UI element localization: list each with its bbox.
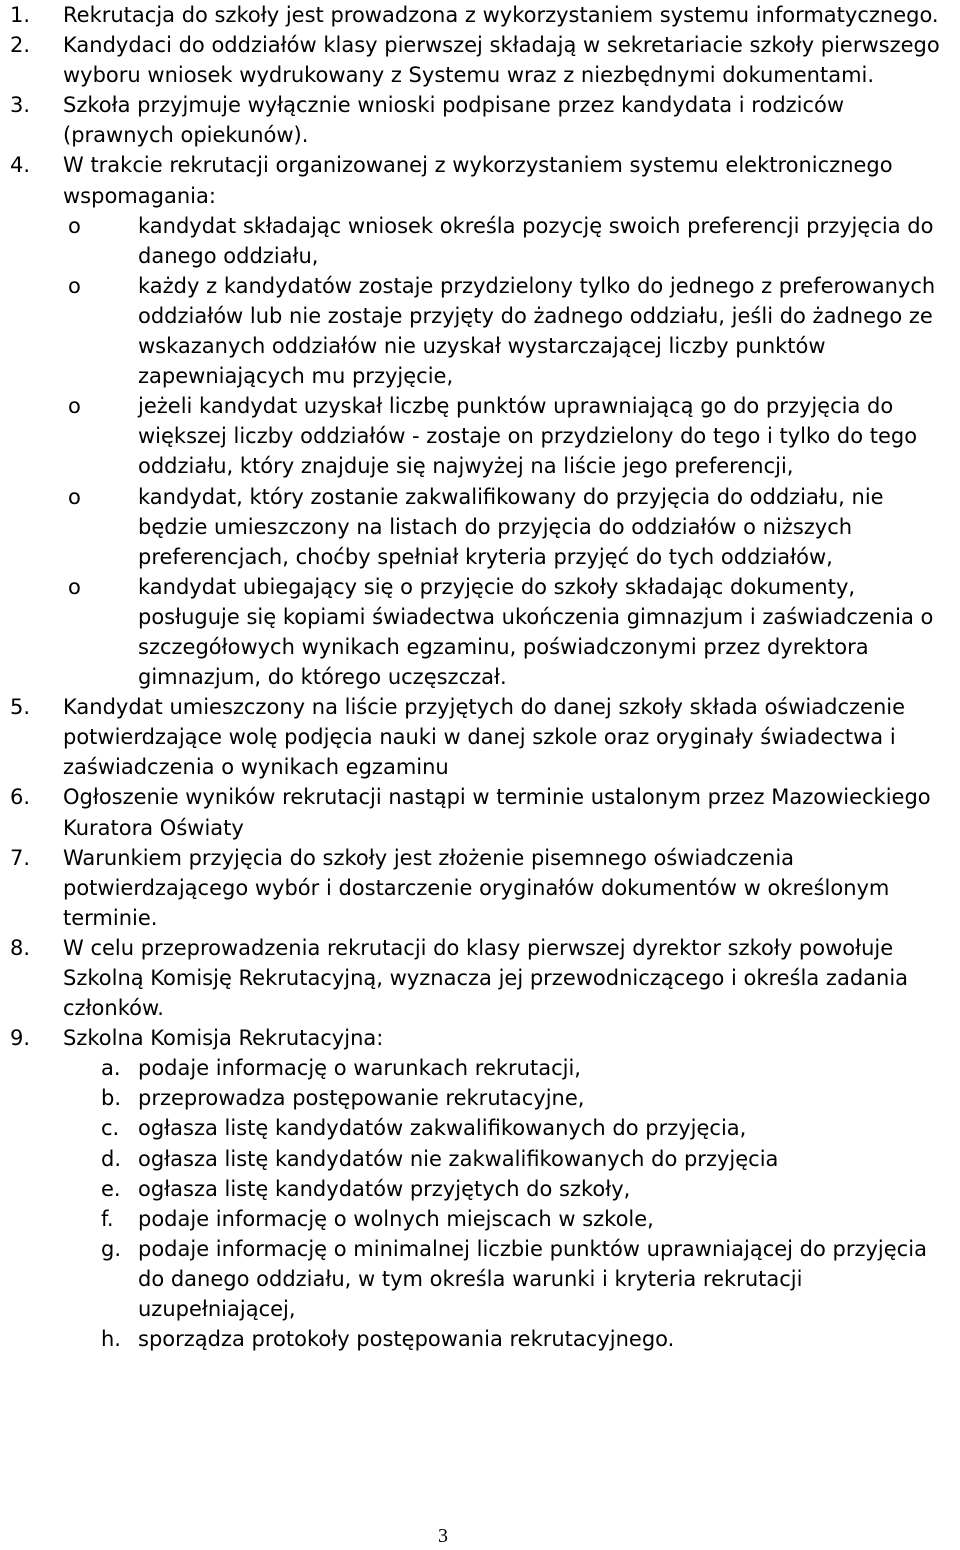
bullet-item-text: kandydat składając wniosek określa pozycję swoich preferencji przyjęcia do danego oddziału,: [138, 213, 934, 268]
bullet-item-2: [63, 271, 958, 391]
lettered-item-h: [63, 1324, 958, 1354]
list-item-2: [10, 30, 958, 90]
list-item-text: Warunkiem przyjęcia do szkoły jest złożenie pisemnego oświadczenia potwierdzającego wybór i dostarczenie oryginałów dokumentów w określonym terminie.: [63, 845, 890, 930]
list-item-text: Kandydat umieszczony na liście przyjętych do danej szkoły składa oświadczenie potwierdzające wolę podjęcia nauki w danej szkole oraz oryginały świadectwa i zaświadczenia o wynikach egzaminu: [63, 695, 906, 780]
list-item-text: W trakcie rekrutacji organizowanej z wykorzystaniem systemu elektronicznego wspomagania:: [63, 153, 893, 208]
lettered-item-text: sporządza protokoły postępowania rekrutacyjnego.: [138, 1327, 675, 1352]
list-number: 7.: [10, 845, 31, 870]
list-number: 3.: [10, 93, 31, 118]
list-number: 6.: [10, 785, 31, 810]
letter-marker: b.: [101, 1086, 122, 1111]
bullet-marker: o: [68, 394, 81, 419]
lettered-item-g: [63, 1234, 958, 1324]
document-content: [10, 0, 958, 1354]
list-item-text: Rekrutacja do szkoły jest prowadzona z wykorzystaniem systemu informatycznego.: [63, 3, 939, 27]
bullet-item-1: [63, 211, 958, 271]
list-item-text: Kandydaci do oddziałów klasy pierwszej składają w sekretariacie szkoły pierwszego wyboru wniosek wydrukowany z Systemu wraz z niezbędnymi dokumentami.: [63, 33, 940, 88]
list-number: 8.: [10, 935, 31, 960]
lettered-sublist: [63, 1053, 958, 1354]
list-item-7: [10, 843, 958, 933]
lettered-item-d: [63, 1144, 958, 1174]
lettered-item-text: ogłasza listę kandydatów zakwalifikowanych do przyjęcia,: [138, 1116, 747, 1141]
lettered-item-c: [63, 1113, 958, 1143]
bullet-marker: o: [68, 273, 81, 298]
lettered-item-text: podaje informację o minimalnej liczbie punktów uprawniającej do przyjęcia do danego oddziału, w tym określa warunki i kryteria rekrutacji uzupełniającej,: [138, 1236, 927, 1322]
list-item-3: [10, 90, 958, 150]
bullet-item-text: jeżeli kandydat uzyskał liczbę punktów uprawniającą go do przyjęcia do większej liczby oddziałów - zostaje on przydzielony do tego i tylko do tego oddziału, który znajduje się najwyżej na liście jego preferencji,: [138, 394, 918, 479]
letter-marker: c.: [101, 1116, 120, 1141]
list-number: 1.: [10, 3, 31, 27]
bullet-item-5: [63, 572, 958, 692]
list-item-text: W celu przeprowadzenia rekrutacji do klasy pierwszej dyrektor szkoły powołuje Szkolną Komisję Rekrutacyjną, wyznacza jej przewodniczącego i określa zadania członków.: [63, 935, 909, 1021]
bullet-item-4: [63, 482, 958, 572]
bullet-marker: o: [68, 213, 81, 238]
letter-marker: f.: [101, 1206, 114, 1231]
letter-marker: d.: [101, 1146, 122, 1171]
list-item-text: Szkoła przyjmuje wyłącznie wnioski podpisane przez kandydata i rodziców (prawnych opiekunów).: [63, 93, 845, 148]
list-item-text: Szkolna Komisja Rekrutacyjna:: [63, 1026, 384, 1051]
list-item-8: [10, 933, 958, 1023]
bullet-item-text: każdy z kandydatów zostaje przydzielony tylko do jednego z preferowanych oddziałów lub nie zostaje przyjęty do żadnego oddziału, jeśli do żadnego ze wskazanych oddziałów nie uzyskał wystarczającej liczby punktów zapewniających mu przyjęcie,: [138, 273, 936, 389]
bullet-item-text: kandydat, który zostanie zakwalifikowany do przyjęcia do oddziału, nie będzie umieszczony na listach do przyjęcia do oddziałów o niższych preferencjach, choćby spełniał kryteria przyjęć do tych oddziałów,: [138, 484, 884, 569]
list-item-6: [10, 782, 958, 842]
list-item-4: [10, 150, 958, 692]
list-item-5: [10, 692, 958, 782]
letter-marker: e.: [101, 1176, 121, 1201]
bullet-marker: o: [68, 484, 81, 509]
letter-marker: h.: [101, 1327, 121, 1352]
lettered-item-text: podaje informację o wolnych miejscach w szkole,: [138, 1206, 654, 1231]
bullet-marker: o: [68, 574, 81, 599]
list-number: 4.: [10, 153, 31, 178]
list-item-text: Ogłoszenie wyników rekrutacji nastąpi w terminie ustalonym przez Mazowieckiego Kuratora Oświaty: [63, 785, 931, 840]
lettered-item-a: [63, 1053, 958, 1083]
lettered-item-text: przeprowadza postępowanie rekrutacyjne,: [138, 1086, 585, 1111]
list-number: 5.: [10, 695, 31, 720]
bullet-item-3: [63, 391, 958, 481]
page-number: 3: [438, 1525, 448, 1547]
lettered-item-b: [63, 1083, 958, 1113]
list-item-9: [10, 1023, 958, 1354]
bullet-item-text: kandydat ubiegający się o przyjęcie do szkoły składając dokumenty, posługuje się kopiami świadectwa ukończenia gimnazjum i zaświadczenia o szczegółowych wynikach egzaminu, poświadczonymi przez dyrektora gimnazjum, do którego uczęszczał.: [138, 574, 934, 690]
list-number: 9.: [10, 1026, 31, 1051]
bullet-sublist: [63, 211, 958, 693]
list-number: 2.: [10, 33, 31, 58]
lettered-item-f: [63, 1204, 958, 1234]
lettered-item-e: [63, 1174, 958, 1204]
lettered-item-text: podaje informację o warunkach rekrutacji,: [138, 1056, 581, 1081]
lettered-item-text: ogłasza listę kandydatów nie zakwalifikowanych do przyjęcia: [138, 1146, 779, 1171]
lettered-item-text: ogłasza listę kandydatów przyjętych do szkoły,: [138, 1176, 631, 1201]
letter-marker: a.: [101, 1056, 121, 1081]
letter-marker: g.: [101, 1236, 122, 1261]
numbered-list: [10, 0, 958, 1354]
list-item-1: [10, 0, 958, 30]
